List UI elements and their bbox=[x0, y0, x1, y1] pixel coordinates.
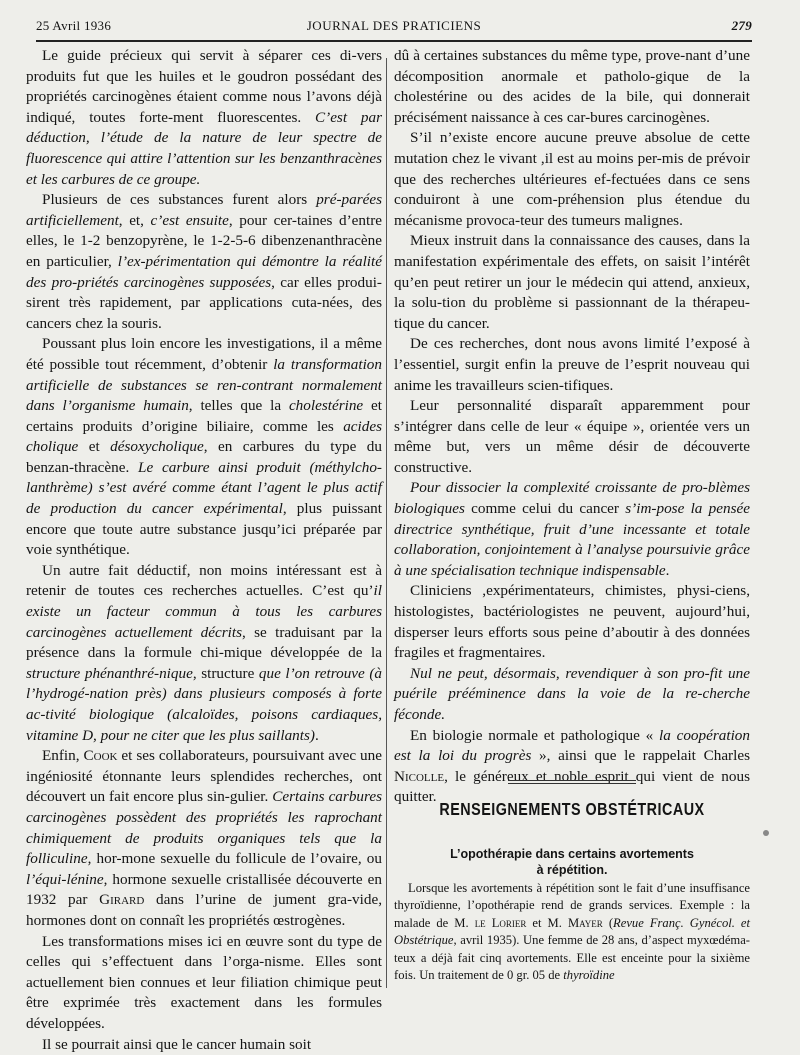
paragraph: En biologie normale et pathologique « la coopération est la loi du progrès », ainsi que le rappelait Charles Nicolle, le généreux et noble esprit qui vient de nous quitter. bbox=[394, 726, 750, 808]
paragraph: Pour dissocier la complexité croissante de pro-blèmes biologiques comme celui du cancer s’im-pose la pensée directrice synthétique, fruit d’une incessante et totale collaboration, conjointement à l’analyse poursuivie grâce à une spécialisation technique indispensable. bbox=[394, 478, 750, 581]
journal-title: JOURNAL DES PRATICIENS bbox=[36, 18, 752, 34]
paragraph: Un autre fait déductif, non moins intéressant est à retenir de toutes ces recherches actuelles. C’est qu’il existe un facteur commun à tous les carbures carcinogènes actuellement décrits, se traduisant par la présence dans la formule chi-mique développée de la structure phénanthré-nique, structure que l’on retrouve (à l’hydrogé-nation près) dans plusieurs composés à forte ac-tivité biologique (alcaloïdes, poisons cardiaques, vitamine D, pour ne citer que les plus saillants). bbox=[26, 561, 382, 746]
right-column bbox=[394, 46, 750, 808]
ink-dot bbox=[763, 830, 769, 836]
paragraph: Nul ne peut, désormais, revendiquer à son pro-fit une puérile prééminence dans la voie de la re-cherche féconde. bbox=[394, 664, 750, 726]
page-number: 279 bbox=[732, 18, 752, 34]
section-separator bbox=[508, 783, 636, 784]
article-subtitle: L’opothérapie dans certains avortements à répétition. bbox=[394, 846, 750, 878]
header-rule bbox=[36, 40, 752, 42]
paragraph: De ces recherches, dont nous avons limité l’exposé à l’essentiel, surgit enfin la preuve de l’esprit nouveau qui anime les travailleurs scien-tifiques. bbox=[394, 334, 750, 396]
paragraph: Il se pourrait ainsi que le cancer humain soit bbox=[26, 1035, 382, 1055]
header-date: 25 Avril 1936 bbox=[36, 18, 111, 34]
paragraph: Poussant plus loin encore les investigations, il a même été possible tout récemment, d’obtenir la transformation artificielle de substances se ren-contrant normalement dans l’organisme humain, telles que la cholestérine et certains produits d’origine biliaire, comme les acides cholique et désoxycholique, en carbures du type du benzan-thracène. Le carbure ainsi produit (méthylcho-lanthrème) s’est avéré comme étant l’agent le plus actif de production du cancer expérimental, plus puissant encore que toute autre substance jusqu’ici préparée par voie synthétique. bbox=[26, 334, 382, 561]
paragraph: Plusieurs de ces substances furent alors pré-parées artificiellement, et, c’est ensuite, pour cer-taines d’entre elles, le 1-2 benzopyrène, le 1-2-5-6 dibenzenanthracène en particulier, l’ex-périmentation qui démontre la réalité des pro-priétés carcinogènes supposées, car elles produi-sirent très rapidement, par applications cuta-nées, des cancers chez la souris. bbox=[26, 190, 382, 334]
paragraph: dû à certaines substances du même type, prove-nant d’une décomposition anormale et patholo-gique de la cholestérine ou des acides de la bile, qui donnerait précisément naissance à ces car-bures carcinogènes. bbox=[394, 46, 750, 128]
paragraph: Cliniciens ,expérimentateurs, chimistes, physi-ciens, histologistes, bactériologistes ne peuvent, aujourd’hui, disperser leurs efforts sous peine d’aboutir à des données fragiles et fragmentaires. bbox=[394, 581, 750, 663]
paragraph: Lorsque les avortements à répétition sont le fait d’une insuffisance thyroïdienne, l’opothérapie rend de grands services. Exemple : la malade de M. le Lorier et M. Mayer (Revue Franç. Gynécol. et Obstétrique, avril 1935). Une femme de 28 ans, d’aspect myxœdéma-teux a déjà fait cinq avortements. Elle est enceinte pour la sixième fois. Un traitement de 0 gr. 05 de thyroïdine bbox=[394, 880, 750, 984]
running-head bbox=[36, 18, 752, 40]
paragraph: S’il n’existe encore aucune preuve absolue de cette mutation chez le vivant ,il est au moins per-mis de prévoir que des recherches ultérieures ef-fectuées dans ce sens conduiront à une com-préhension plus étendue du mécanisme provoca-teur des tumeurs malignes. bbox=[394, 128, 750, 231]
paragraph: Leur personnalité disparaît apparemment pour s’intégrer dans celle de leur « équipe », orientée vers un même but, vers un même désir de découverte constructive. bbox=[394, 396, 750, 478]
article-body bbox=[394, 880, 750, 984]
section-title: RENSEIGNEMENTS OBSTÉTRICAUX bbox=[426, 799, 718, 820]
paragraph: Les transformations mises ici en œuvre sont du type de celles qui s’effectuent dans l’orga-nisme. Elles sont actuellement bien connues et leur filiation chimique peut être exprimée très exactement dans les formules développées. bbox=[26, 932, 382, 1035]
paragraph: Le guide précieux qui servit à séparer ces di-vers produits fut que les huiles et le goudron possédant des propriétés carcinogènes étaient comme nous l’avons déjà indiqué, toutes forte-ment fluorescentes. C’est par déduction, l’étude de la nature de leur spectre de fluorescence qui attire l’attention sur les benzanthracènes et les carbures de ce groupe. bbox=[26, 46, 382, 190]
paragraph: Enfin, Cook et ses collaborateurs, poursuivant avec une ingéniosité étonnante leurs splendides recherches, ont découvert un fait encore plus sin-gulier. Certains carbures carcinogènes possèdent des propriétés les raprochant chimiquement de produits organiques tels que la folliculine, hor-mone sexuelle du follicule de l’ovaire, ou l’équi-lénine, hormone sexuelle cristallisée découverte en 1932 par Girard dans l’urine de jument gra-vide, hormones dont on connaît les propriétés œstrogènes. bbox=[26, 746, 382, 931]
column-divider bbox=[386, 58, 387, 988]
section-separator bbox=[508, 780, 636, 781]
left-column bbox=[26, 46, 382, 1055]
paragraph: Mieux instruit dans la connaissance des causes, dans la manifestation expérimentale des effets, on saisit l’intérêt qu’en peut retirer un jour le médecin qui attend, anxieux, la solu-tion du problème si passionnant de la thérapeu-tique du cancer. bbox=[394, 231, 750, 334]
